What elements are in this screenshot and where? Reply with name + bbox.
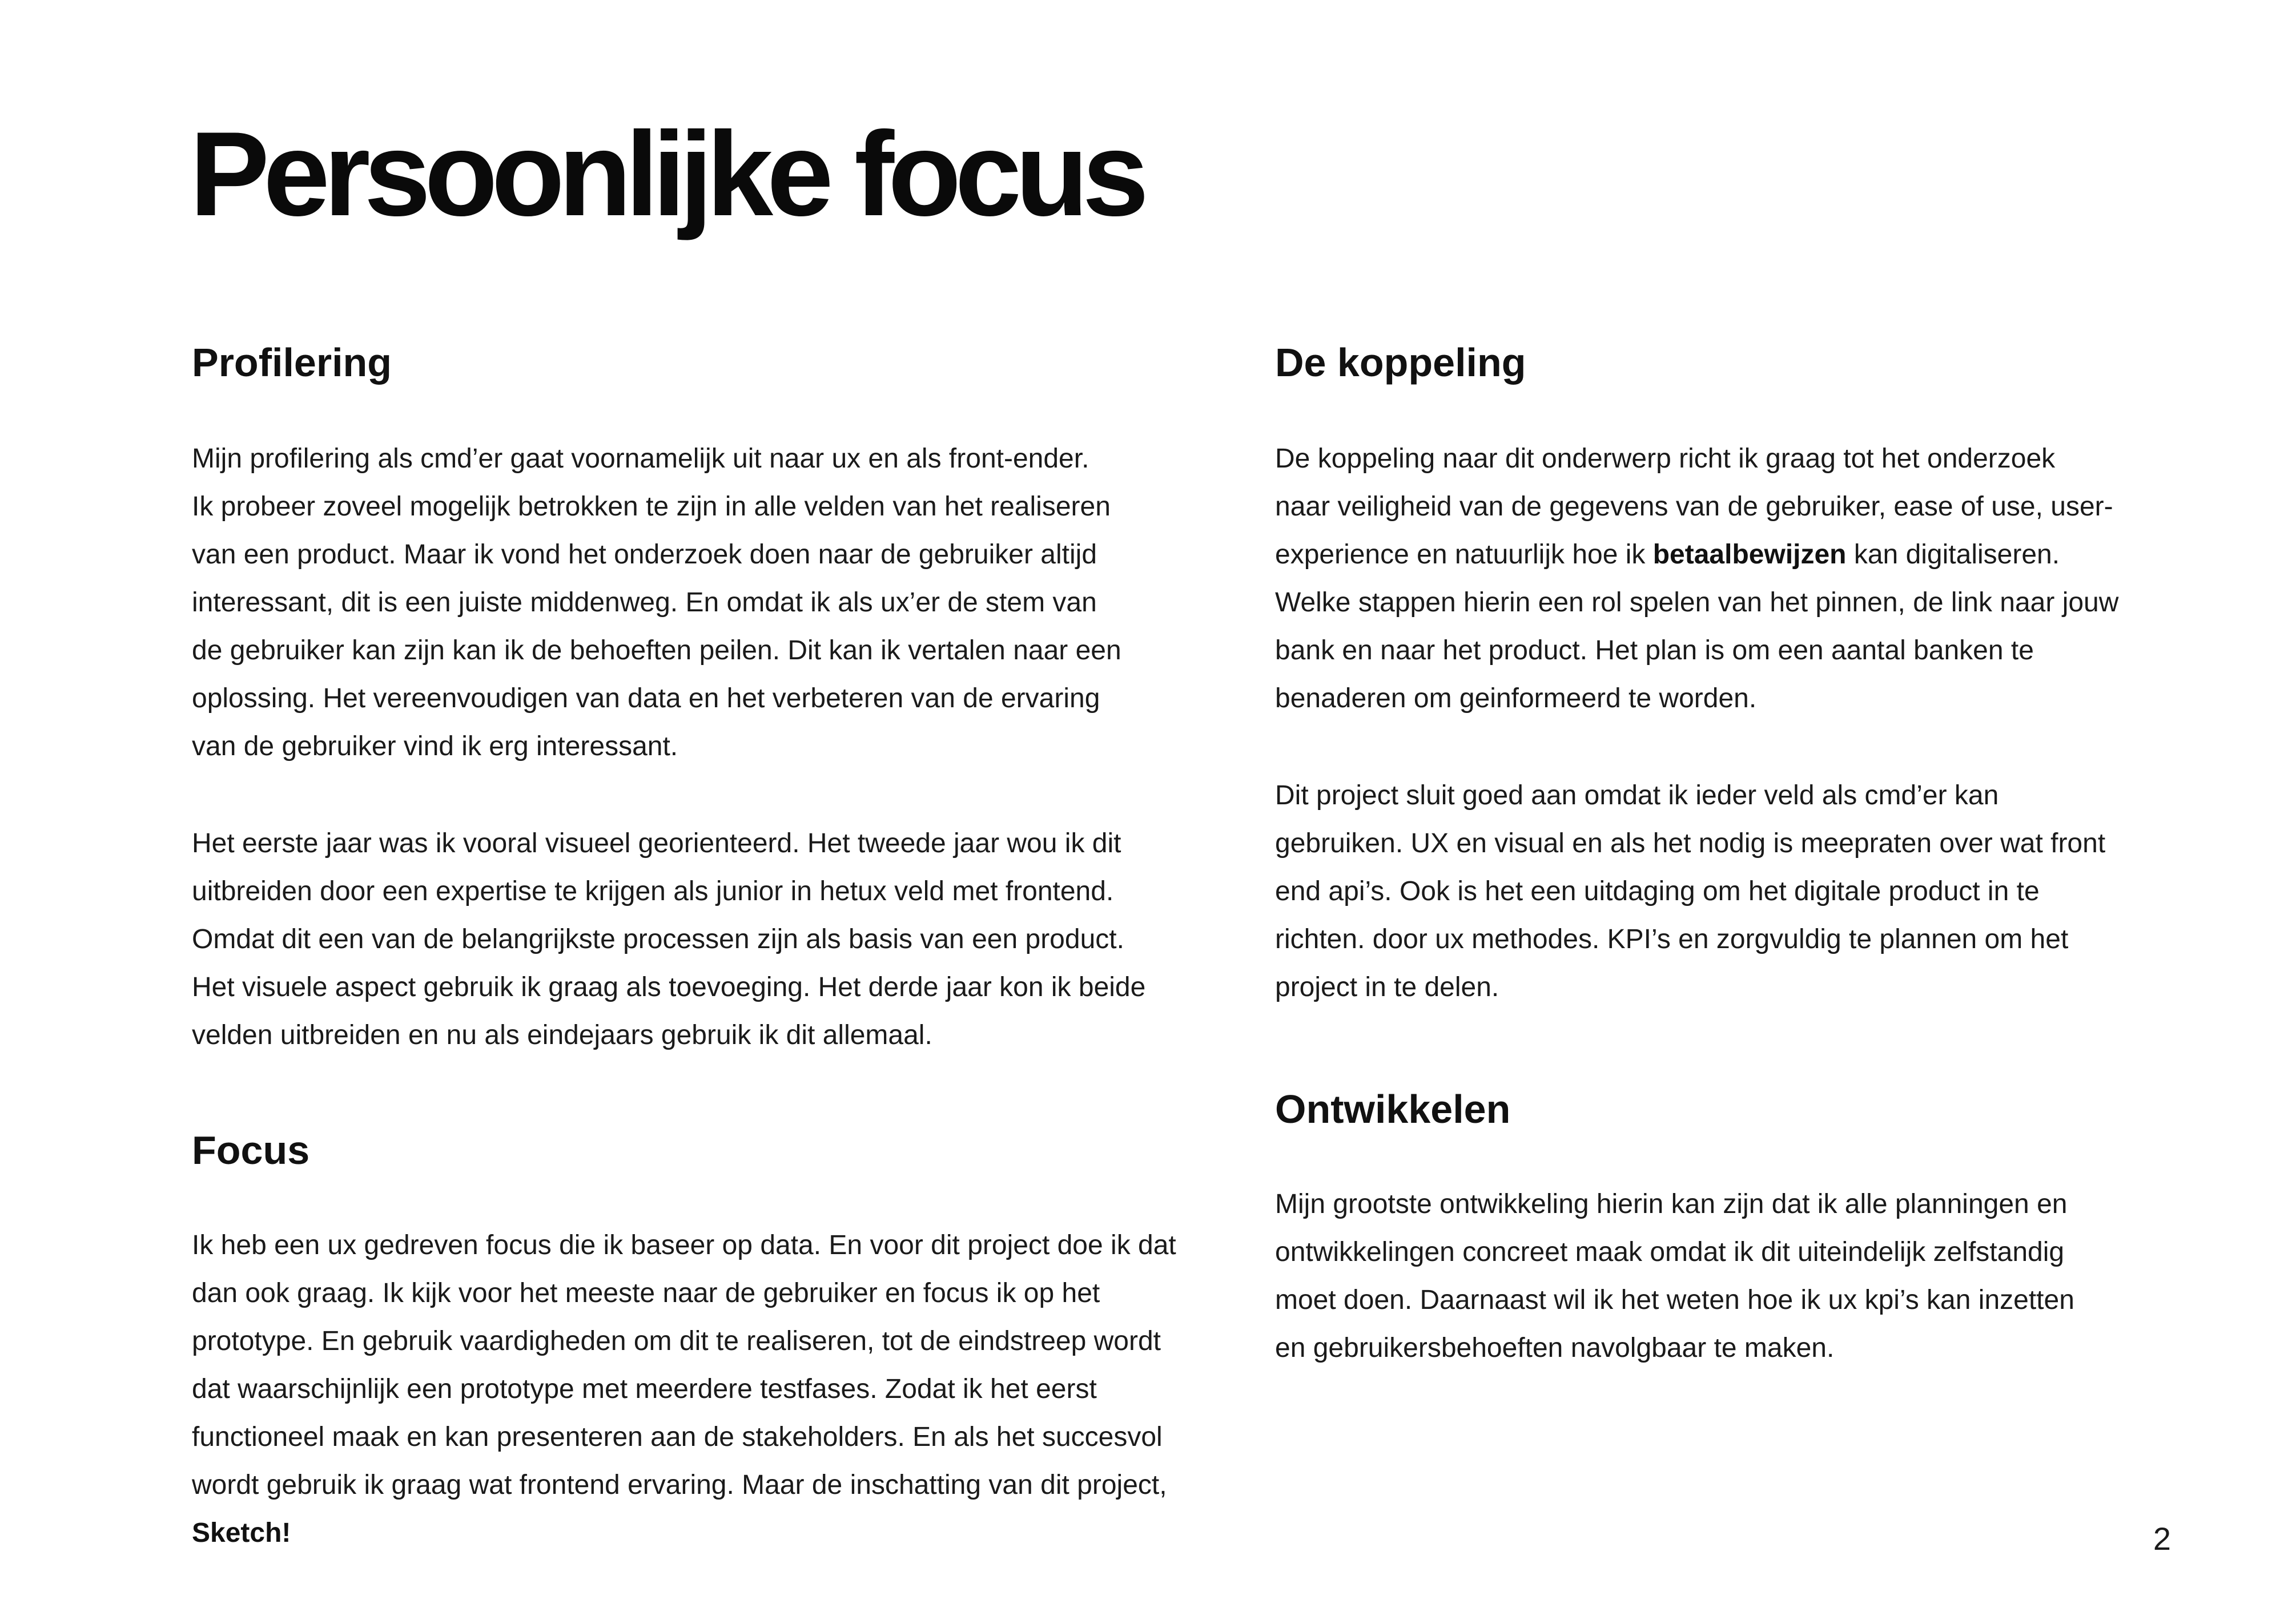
text-line: ontwikkelingen concreet maak omdat ik dit uiteindelijk zelfstandig [1275, 1237, 2065, 1267]
text-line: naar veiligheid van de gegevens van de gebruiker, ease of use, user- [1275, 491, 2113, 522]
text-line: velden uitbreiden en nu als eindejaars gebruik ik dit allemaal. [192, 1020, 932, 1050]
text-line: functioneel maak en kan presenteren aan de stakeholders. En als het succesvol [192, 1422, 1163, 1452]
betaalbewijzen-emphasis: betaalbewijzen [1652, 539, 1847, 570]
text-line: richten. door ux methodes. KPI’s en zorgvuldig te plannen om het [1275, 924, 2069, 954]
text-line: moet doen. Daarnaast wil ik het weten hoe ik ux kpi’s kan inzetten [1275, 1285, 2074, 1315]
text-line: Mijn grootste ontwikkeling hierin kan zijn dat ik alle planningen en [1275, 1189, 2068, 1219]
profilering-paragraph-1 [192, 435, 1121, 771]
text-line: Welke stappen hierin een rol spelen van het pinnen, de link naar jouw [1275, 587, 2119, 618]
koppeling-paragraph-1 [1275, 435, 2118, 723]
text-line: end api’s. Ook is het een uitdaging om het digitale product in te [1275, 876, 2040, 906]
text-line: Dit project sluit goed aan omdat ik ieder veld als cmd’er kan [1275, 780, 1999, 811]
text-line: van de gebruiker vind ik erg interessant. [192, 731, 678, 761]
text-line: Ik probeer zoveel mogelijk betrokken te zijn in alle velden van het realiseren [192, 491, 1111, 522]
text-line: dan ook graag. Ik kijk voor het meeste naar de gebruiker en focus ik op het [192, 1278, 1100, 1308]
text-line: prototype. En gebruik vaardigheden om dit te realiseren, tot de eindstreep wordt [192, 1326, 1161, 1356]
focus-heading: Focus [192, 1128, 310, 1172]
ontwikkelen-heading: Ontwikkelen [1275, 1087, 1511, 1131]
text-line: Het eerste jaar was ik vooral visueel georienteerd. Het tweede jaar wou ik dit [192, 828, 1121, 859]
text-line: interessant, dit is een juiste middenweg. En omdat ik als ux’er de stem van [192, 587, 1097, 618]
text-line: dat waarschijnlijk een prototype met meerdere testfases. Zodat ik het eerst [192, 1374, 1097, 1404]
ontwikkelen-paragraph [1275, 1180, 2074, 1372]
text-line: bank en naar het product. Het plan is om een aantal banken te [1275, 635, 2034, 666]
koppeling-paragraph-2 [1275, 772, 2105, 1012]
text-line: Het visuele aspect gebruik ik graag als toevoeging. Het derde jaar kon ik beide [192, 972, 1146, 1002]
page-title: Persoonlijke focus [190, 107, 1143, 241]
sketch-emphasis: Sketch! [192, 1518, 291, 1548]
text-line: benaderen om geinformeerd te worden. [1275, 683, 1757, 714]
text-line: oplossing. Het vereenvoudigen van data en het verbeteren van de ervaring [192, 683, 1100, 714]
text-line: de gebruiker kan zijn kan ik de behoeften peilen. Dit kan ik vertalen naar een [192, 635, 1121, 666]
text-line: van een product. Maar ik vond het onderzoek doen naar de gebruiker altijd [192, 539, 1097, 570]
text-line [1275, 531, 2118, 579]
koppeling-heading: De koppeling [1275, 340, 1526, 385]
page-number: 2 [2153, 1521, 2171, 1557]
text-line: wordt gebruik ik graag wat frontend ervaring. Maar de inschatting van dit project, [192, 1470, 1167, 1500]
text-line: en gebruikersbehoeften navolgbaar te maken. [1275, 1333, 1835, 1363]
focus-paragraph [192, 1222, 1176, 1557]
text-line: De koppeling naar dit onderwerp richt ik graag tot het onderzoek [1275, 444, 2056, 474]
text-line: Ik heb een ux gedreven focus die ik baseer op data. En voor dit project doe ik dat [192, 1230, 1176, 1260]
text-line: gebruiken. UX en visual en als het nodig is meepraten over wat front [1275, 828, 2106, 859]
profilering-heading: Profilering [192, 340, 392, 385]
text-line [192, 1509, 1176, 1557]
text-line: Mijn profilering als cmd’er gaat voornamelijk uit naar ux en als front-ender. [192, 444, 1089, 474]
text-line: Omdat dit een van de belangrijkste processen zijn als basis van een product. [192, 924, 1124, 954]
text-line: uitbreiden door een expertise te krijgen als junior in hetux veld met frontend. [192, 876, 1114, 906]
text-fragment: kan digitaliseren. [1846, 539, 2060, 570]
profilering-paragraph-2 [192, 820, 1145, 1059]
text-line: project in te delen. [1275, 972, 1499, 1002]
text-fragment: experience en natuurlijk hoe ik [1275, 539, 1653, 570]
